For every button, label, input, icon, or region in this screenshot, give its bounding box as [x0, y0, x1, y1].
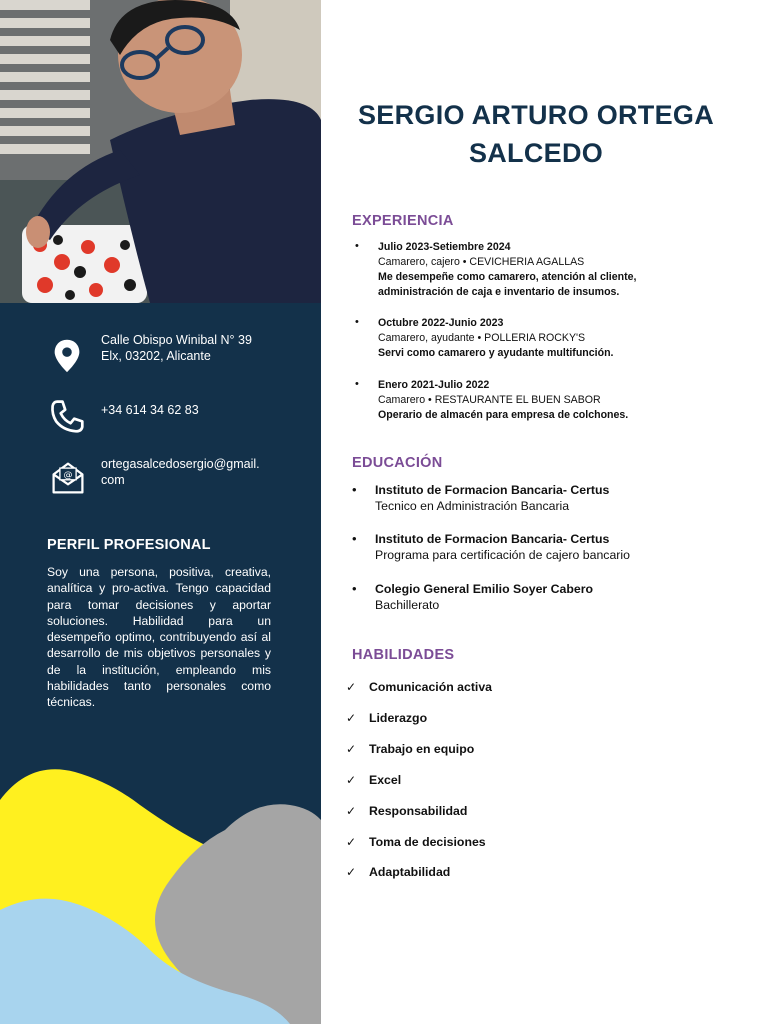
experience-role: Camarero • RESTAURANTE EL BUEN SABOR [378, 394, 601, 406]
experience-item [355, 240, 755, 300]
education-item [352, 581, 752, 617]
experience-item [355, 378, 755, 428]
experience-role: Camarero, ayudante • POLLERIA ROCKY'S [378, 332, 586, 344]
skill-label: Comunicación activa [369, 680, 493, 694]
sidebar [0, 0, 321, 1024]
skill-item [346, 865, 746, 883]
bullet: • [355, 240, 359, 252]
decorative-blobs [0, 760, 321, 1024]
experience-period: Enero 2021-Julio 2022 [378, 379, 490, 391]
experience-desc: Servi como camarero y ayudante multifunción. [378, 347, 614, 359]
experience-period: Julio 2023-Setiembre 2024 [378, 241, 511, 253]
email-text[interactable] [101, 456, 301, 488]
contact-email [0, 456, 321, 496]
perfil-title: PERFIL PROFESIONAL [47, 537, 211, 553]
habilidades-title: HABILIDADES [352, 647, 455, 663]
address-line-1: Calle Obispo Winibal N° 39 [101, 333, 252, 347]
educacion-title: EDUCACIÓN [352, 455, 443, 471]
email-line-2: com [101, 473, 125, 487]
name-line-2: SALCEDO [468, 138, 604, 168]
address-line-2: Elx, 03202, Alicante [101, 349, 211, 363]
skill-item [346, 835, 746, 853]
education-school: Colegio General Emilio Soyer Cabero [375, 582, 593, 596]
experience-period: Octubre 2022-Junio 2023 [378, 317, 504, 329]
skill-label: Excel [369, 773, 402, 787]
skill-item [346, 804, 746, 822]
experience-role: Camarero, cajero • CEVICHERIA AGALLAS [378, 256, 585, 268]
check-icon: ✓ [346, 804, 357, 818]
bullet: • [352, 531, 357, 546]
check-icon: ✓ [346, 742, 357, 756]
experience-desc: Operario de almacén para empresa de colchones. [378, 409, 629, 421]
bullet: • [355, 316, 359, 328]
email-line-1: ortegasalcedosergio@gmail. [101, 457, 260, 471]
profile-photo [0, 0, 321, 303]
phone-icon [49, 398, 85, 434]
experiencia-title: EXPERIENCIA [352, 213, 454, 229]
experience-desc: Me desempeñe como camarero, atención al cliente, [378, 271, 637, 283]
education-school: Instituto de Formacion Bancaria- Certus [375, 532, 610, 546]
skill-label: Toma de decisiones [369, 835, 486, 849]
bullet: • [352, 581, 357, 596]
skill-item [346, 711, 746, 729]
name-line-1: SERGIO ARTURO ORTEGA [357, 100, 714, 130]
skill-label: Adaptabilidad [369, 865, 451, 879]
phone-text[interactable]: +34 614 34 62 83 [101, 403, 199, 417]
address-text [101, 332, 301, 364]
skill-item [346, 742, 746, 760]
education-school: Instituto de Formacion Bancaria- Certus [375, 483, 610, 497]
contact-phone [0, 398, 321, 438]
skill-label: Liderazgo [369, 711, 428, 725]
email-icon [50, 460, 86, 496]
check-icon: ✓ [346, 773, 357, 787]
location-pin-icon [48, 336, 86, 374]
skill-label: Trabajo en equipo [369, 742, 475, 756]
education-item [352, 482, 752, 518]
full-name [321, 96, 751, 172]
education-degree: Tecnico en Administración Bancaria [375, 499, 570, 513]
bullet: • [355, 378, 359, 390]
skill-item [346, 680, 746, 698]
education-item [352, 531, 752, 567]
contact-address [0, 330, 321, 370]
skill-item [346, 773, 746, 791]
check-icon: ✓ [346, 835, 357, 849]
education-degree: Bachillerato [375, 598, 440, 612]
experience-desc: administración de caja e inventario de insumos. [378, 286, 620, 298]
perfil-text: Soy una persona, positiva, creativa, analítica y pro-activa. Tengo capacidad para tomar decisiones y aportar soluciones. Habilidad para un desempeño optimo, contribuyendo así al desarrollo de mis objetivos personales y de la institución, empleando mis habilidades tanto personales como técnicas. [47, 565, 271, 710]
skill-label: Responsabilidad [369, 804, 468, 818]
check-icon: ✓ [346, 711, 357, 725]
check-icon: ✓ [346, 865, 357, 879]
svg-text:@: @ [63, 470, 73, 481]
experience-item [355, 316, 755, 366]
check-icon: ✓ [346, 680, 357, 694]
education-degree: Programa para certificación de cajero bancario [375, 548, 630, 562]
bullet: • [352, 482, 357, 497]
